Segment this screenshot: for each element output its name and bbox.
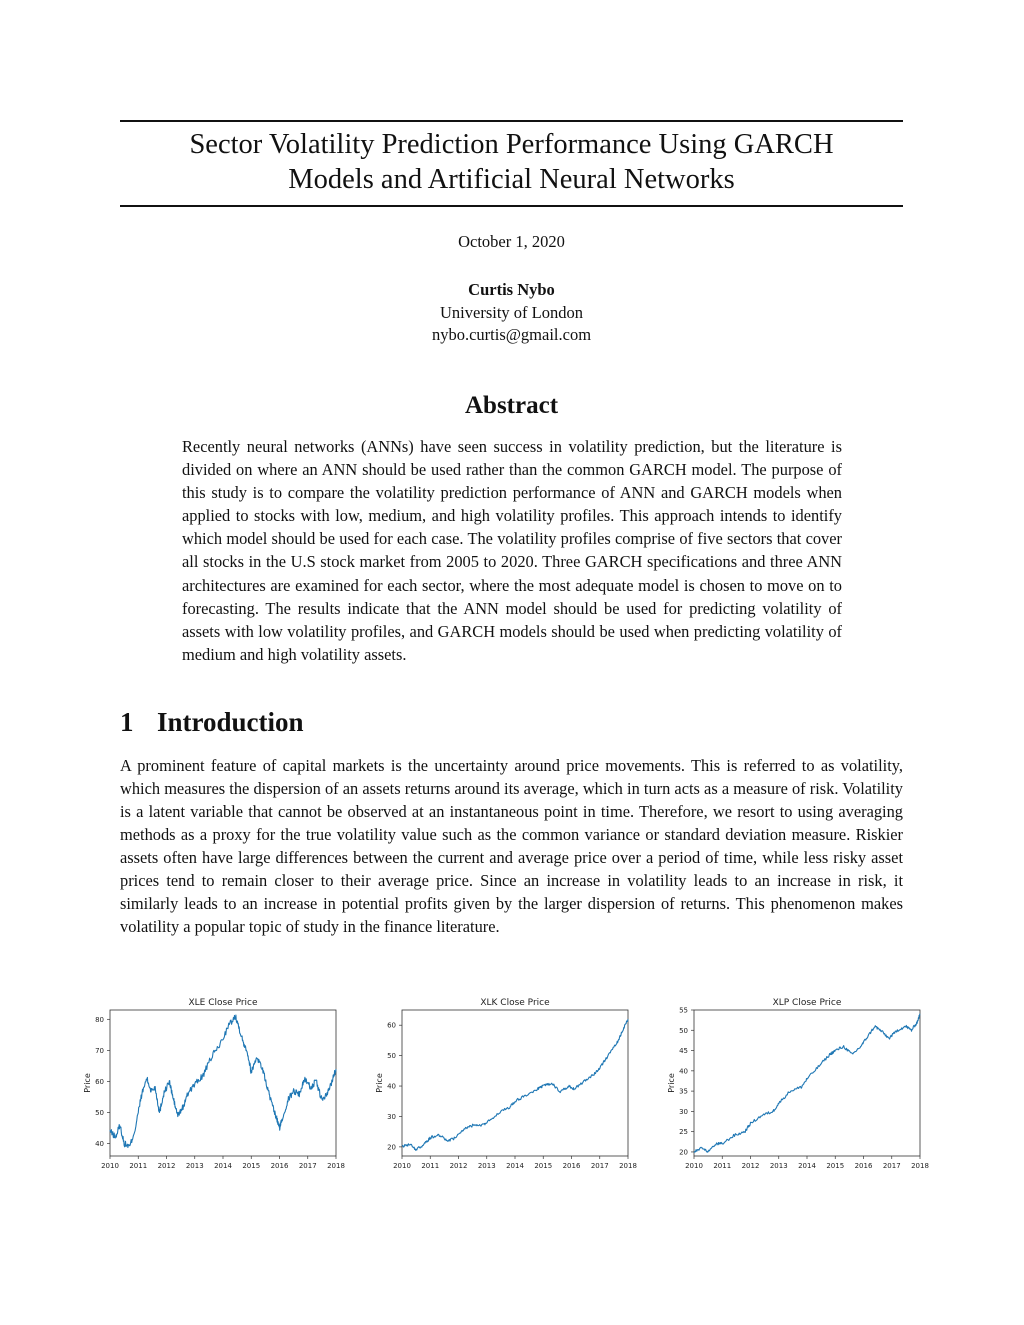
y-tick-label: 40 bbox=[95, 1140, 104, 1149]
x-tick-label: 2013 bbox=[769, 1162, 788, 1170]
x-tick-label: 2014 bbox=[798, 1162, 816, 1170]
plot-frame bbox=[694, 1010, 920, 1156]
x-tick-label: 2015 bbox=[242, 1162, 261, 1170]
x-tick-label: 2018 bbox=[619, 1162, 637, 1170]
chart-xlp bbox=[662, 992, 929, 1182]
figure-xlk-close-price bbox=[370, 992, 637, 1182]
x-tick-label: 2015 bbox=[826, 1162, 845, 1170]
x-tick-label: 2015 bbox=[534, 1162, 553, 1170]
x-tick-label: 2017 bbox=[298, 1162, 317, 1170]
y-tick-label: 30 bbox=[679, 1107, 688, 1116]
x-tick-label: 2013 bbox=[477, 1162, 496, 1170]
y-tick-label: 60 bbox=[387, 1021, 396, 1030]
y-tick-label: 80 bbox=[95, 1015, 104, 1024]
plot-frame bbox=[402, 1010, 628, 1156]
price-series-line bbox=[402, 1019, 628, 1150]
x-tick-label: 2012 bbox=[157, 1162, 176, 1170]
title-bottom-rule bbox=[120, 205, 903, 207]
x-tick-label: 2010 bbox=[101, 1162, 119, 1170]
x-tick-label: 2010 bbox=[393, 1162, 411, 1170]
price-series-line bbox=[110, 1015, 336, 1147]
section-number: 1 bbox=[120, 707, 134, 737]
paper-title bbox=[120, 127, 903, 197]
y-tick-label: 70 bbox=[95, 1046, 104, 1055]
abstract-text: Recently neural networks (ANNs) have seen success in volatility prediction, but the literature is divided on where an ANN should be used rather than the common GARCH model. The purpose of this study is to compare the volatility prediction performance of ANN and GARCH models when applied to stocks with low, medium, and high volatility profiles. This approach intends to identify which model should be used for each case. The volatility profiles comprise of five sectors that cover all stocks in the U.S stock market from 2005 to 2020. Three GARCH specifications and three ANN architectures are examined for each sector, where the most adequate model is chosen to move on to forecasting. The results indicate that the ANN model should be used for predicting volatility of assets with low volatility profiles, and GARCH models should be used when predicting volatility of medium and high volatility assets. bbox=[182, 437, 842, 664]
chart-xle bbox=[78, 992, 345, 1182]
abstract-heading: Abstract bbox=[464, 392, 559, 419]
y-tick-label: 20 bbox=[387, 1143, 396, 1152]
y-tick-label: 30 bbox=[387, 1112, 396, 1121]
paper-title-line-2: Models and Artificial Neural Networks bbox=[288, 164, 735, 195]
y-tick-label: 40 bbox=[387, 1082, 396, 1091]
y-tick-label: 50 bbox=[387, 1052, 396, 1061]
section-heading-introduction bbox=[120, 707, 304, 738]
x-tick-label: 2013 bbox=[185, 1162, 204, 1170]
x-tick-label: 2016 bbox=[270, 1162, 289, 1170]
section-title: Introduction bbox=[157, 707, 304, 737]
author-email: nybo.curtis@gmail.com bbox=[431, 325, 592, 344]
author-affiliation: University of London bbox=[440, 302, 583, 322]
y-tick-label: 60 bbox=[95, 1077, 104, 1086]
x-tick-label: 2017 bbox=[590, 1162, 609, 1170]
chart-title: XLE Close Price bbox=[188, 998, 258, 1008]
x-tick-label: 2010 bbox=[685, 1162, 703, 1170]
y-tick-label: 35 bbox=[679, 1087, 688, 1096]
x-tick-label: 2011 bbox=[713, 1162, 732, 1170]
chart-title: XLK Close Price bbox=[480, 998, 550, 1008]
y-tick-label: 50 bbox=[679, 1026, 688, 1035]
x-tick-label: 2011 bbox=[421, 1162, 440, 1170]
x-tick-label: 2012 bbox=[449, 1162, 468, 1170]
author-block bbox=[120, 279, 903, 347]
y-tick-label: 40 bbox=[679, 1067, 688, 1076]
x-tick-label: 2014 bbox=[214, 1162, 232, 1170]
paper-date: October 1, 2020 bbox=[458, 232, 565, 251]
paper-title-line-1: Sector Volatility Prediction Performance Using GARCH bbox=[189, 129, 834, 160]
author-name: Curtis Nybo bbox=[468, 280, 555, 299]
figure-xlp-close-price bbox=[662, 992, 929, 1182]
y-axis-label: Price bbox=[667, 1073, 676, 1093]
price-series-line bbox=[694, 1014, 920, 1153]
x-tick-label: 2017 bbox=[882, 1162, 901, 1170]
x-tick-label: 2018 bbox=[911, 1162, 929, 1170]
x-tick-label: 2012 bbox=[741, 1162, 760, 1170]
y-axis-label: Price bbox=[83, 1073, 92, 1093]
x-tick-label: 2016 bbox=[562, 1162, 581, 1170]
x-tick-label: 2014 bbox=[506, 1162, 524, 1170]
chart-xlk bbox=[370, 992, 637, 1182]
title-top-rule bbox=[120, 120, 903, 122]
y-tick-label: 45 bbox=[679, 1047, 688, 1056]
x-tick-label: 2011 bbox=[129, 1162, 148, 1170]
introduction-paragraph: A prominent feature of capital markets is the uncertainty around price movements. This is referred to as volatility, which measures the dispersion of an assets returns around its average, which in turn acts as a measure of risk. Volatility is a latent variable that cannot be observed at an instantaneous point in time. Therefore, we resort to using averaging methods as a proxy for the true volatility value such as the common variance or standard deviation measure. Riskier assets often have large differences between the current and average price over a period of time, while less risky asset prices tend to remain closer to their average price. Since an increase in volatility leads to an increase in risk, it similarly leads to an increase in potential profits given by the larger dispersion of returns. This phenomenon makes volatility a popular topic of study in the finance literature. bbox=[120, 756, 903, 936]
y-tick-label: 25 bbox=[679, 1128, 688, 1137]
figure-xle-close-price bbox=[78, 992, 345, 1182]
y-tick-label: 20 bbox=[679, 1148, 688, 1157]
chart-title: XLP Close Price bbox=[772, 998, 842, 1008]
y-tick-label: 55 bbox=[679, 1006, 688, 1015]
y-axis-label: Price bbox=[375, 1073, 384, 1093]
x-tick-label: 2018 bbox=[327, 1162, 345, 1170]
y-tick-label: 50 bbox=[95, 1109, 104, 1118]
x-tick-label: 2016 bbox=[854, 1162, 873, 1170]
